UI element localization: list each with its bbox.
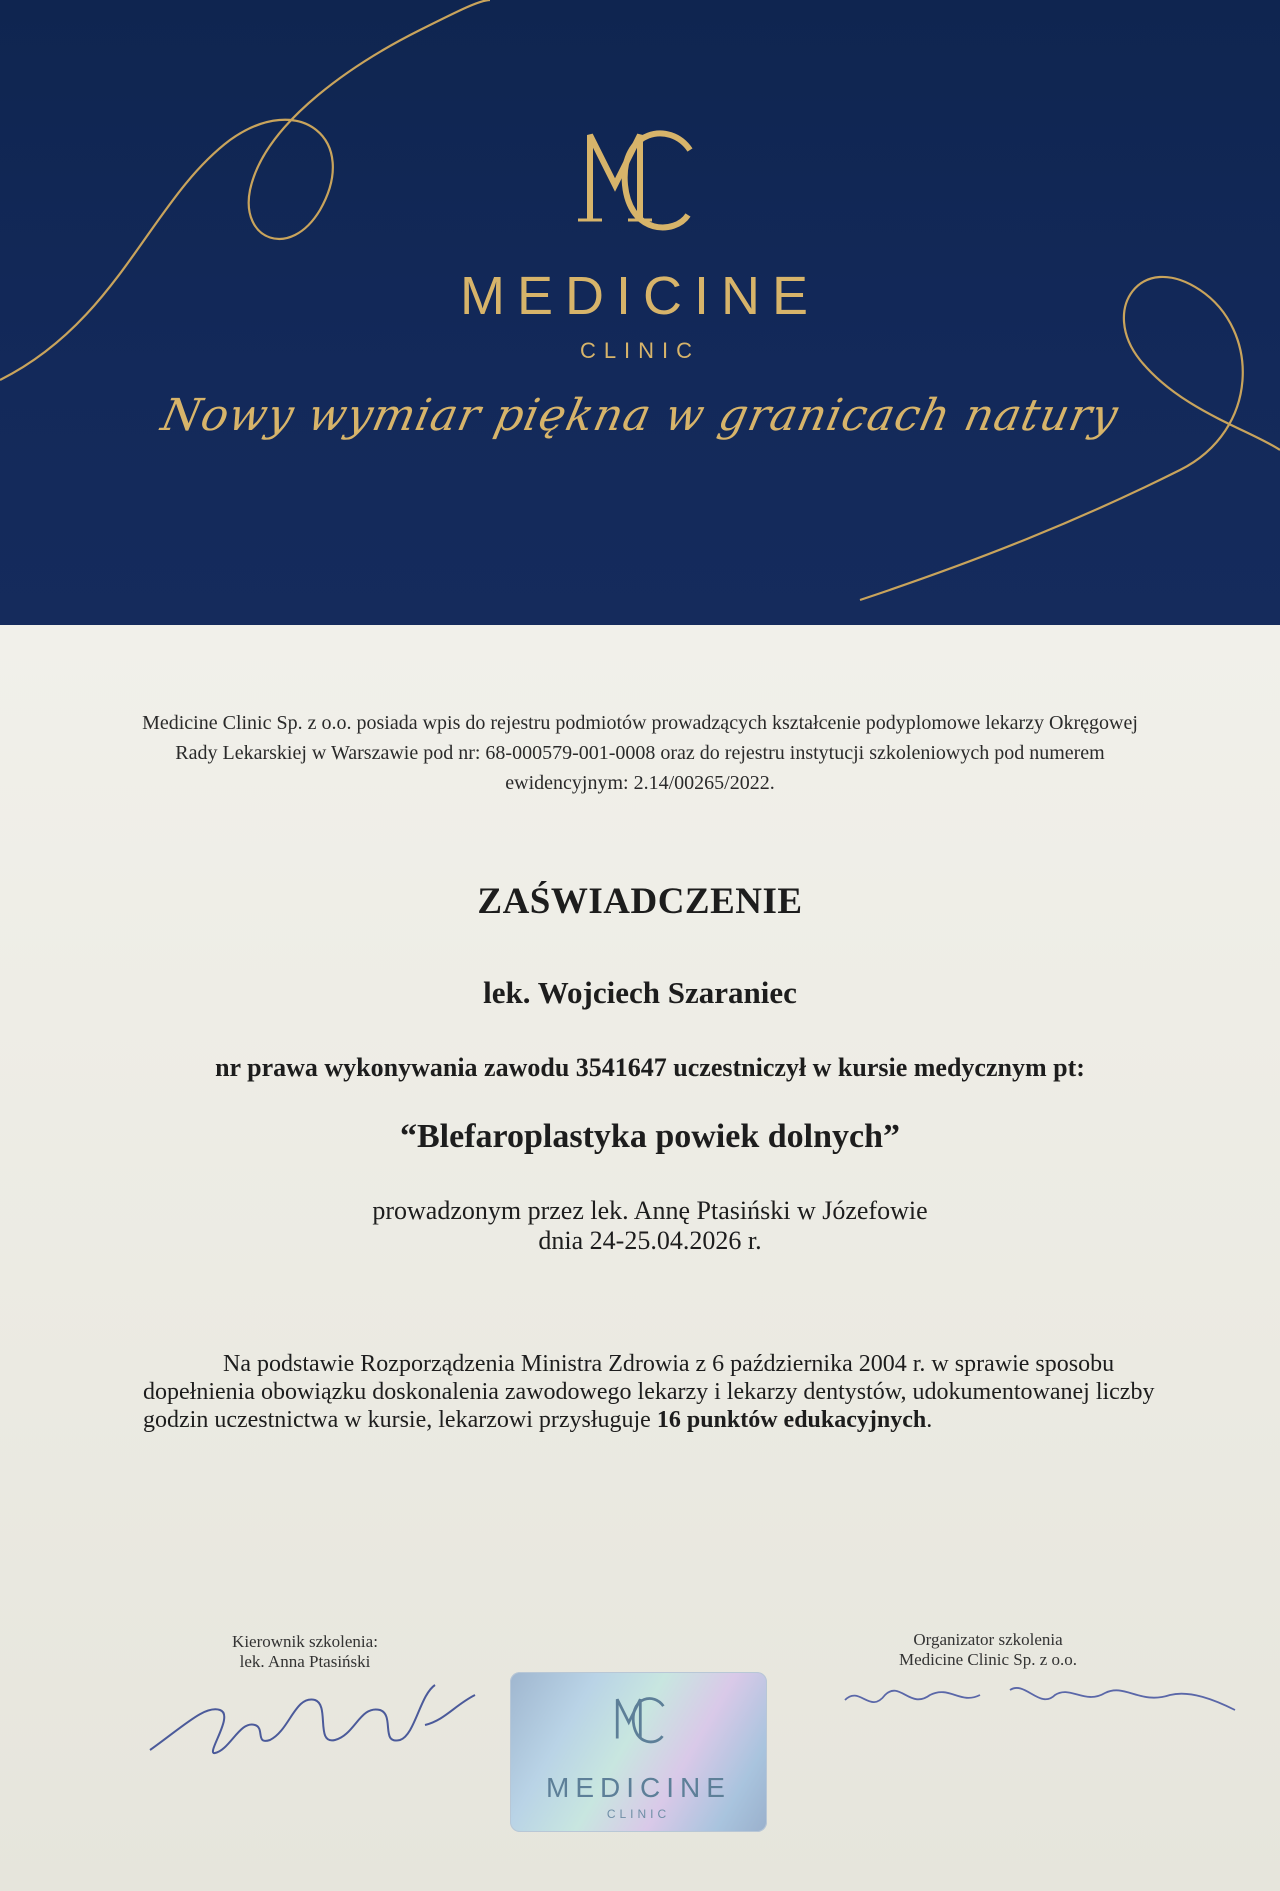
course-details [0,1196,1280,1256]
education-points: 16 punktów edukacyjnych [656,1407,927,1433]
hologram-brand-sub: CLINIC [606,1807,671,1821]
left-signer-role: Kierownik szkolenia: [232,1632,378,1651]
licence-line: nr prawa wykonywania zawodu 3541647 uczestniczył w kursie medycznym pt: [215,1053,1085,1082]
right-signer-role: Organizator szkolenia [913,1630,1063,1649]
left-signer-name: lek. Anna Ptasiński [239,1652,371,1671]
participant-name: lek. Wojciech Szaraniec [483,975,797,1010]
mc-hologram-logo-icon [608,1690,668,1750]
hologram-brand-name: MEDICINE [546,1772,731,1803]
course-title: “Blefaroplastyka powiek dolnych” [399,1118,900,1155]
course-date: dnia 24-25.04.2026 r. [538,1226,762,1255]
brand-sub: CLINIC [579,338,701,363]
right-signer-name: Medicine Clinic Sp. z o.o. [898,1650,1077,1669]
signature-block-right [858,1630,1118,1670]
hologram-seal [510,1672,767,1832]
registry-note: Medicine Clinic Sp. z o.o. posiada wpis do rejestru podmiotów prowadzących kształcenie podyplomowe lekarzy Okręgowej Rady Lekarskiej w Warszawie pod nr: 68-000579-001-0008 oraz do rejestru instytucji szkoleniowych pod numerem ewidencyjnym: 2.14/00265/2022. [142,712,1138,794]
legal-end: . [926,1407,933,1433]
conducted-by: prowadzonym przez lek. Annę Ptasiński w Józefowie [372,1196,928,1225]
certificate-header [0,0,1280,625]
legal-text: Na podstawie Rozporządzenia Ministra Zdrowia z 6 października 2004 r. w sprawie sposobu dopełnienia obowiązku doskonalenia zawodowego lekarzy i lekarzy dentystów, udokumentowanej liczby godzin uczestnictwa w kursie, lekarzowi przysługuje [143,1351,1155,1433]
legal-basis [143,1350,1158,1434]
mc-logo-icon [570,115,700,245]
right-signature-icon [840,1665,1240,1735]
certificate-title: ZAŚWIADCZENIE [477,881,803,922]
brand-tagline: Nowy wymiar piękna w granicach natury [156,390,1124,441]
left-signature-icon [145,1665,495,1775]
brand-name: MEDICINE [459,266,820,326]
